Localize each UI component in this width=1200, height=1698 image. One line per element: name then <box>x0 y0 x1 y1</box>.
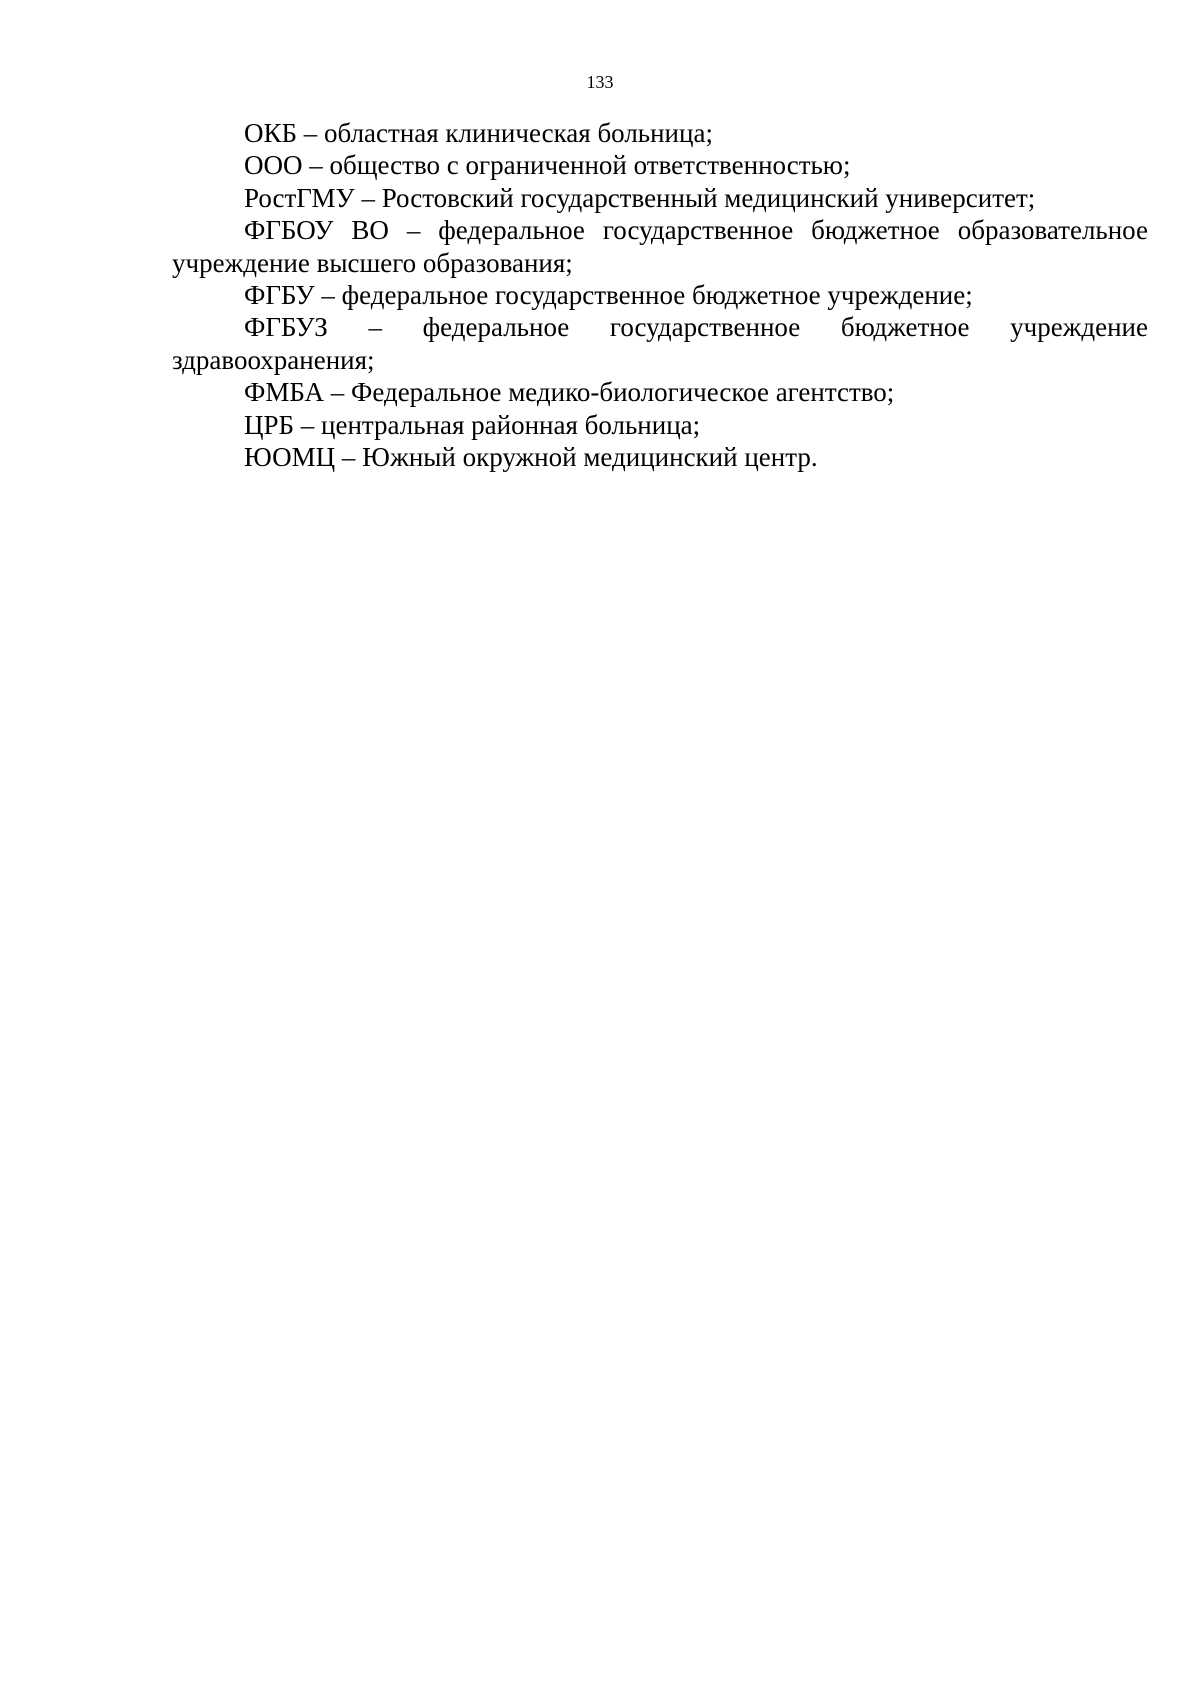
abbreviation-item <box>172 279 1148 311</box>
abbreviation-item <box>172 311 1148 376</box>
abbreviation-separator: – <box>327 312 423 343</box>
abbreviation-definition: федеральное государственное бюджетное образовательное учреждение высшего образования; <box>172 215 1148 278</box>
abbreviation-item <box>172 409 1148 441</box>
abbreviation-separator: – <box>297 118 325 148</box>
abbreviation-definition: общество с ограниченной ответственностью; <box>329 150 851 181</box>
abbreviation-definition: областная клиническая больница; <box>324 118 713 148</box>
abbreviation-term: ФГБУЗ <box>244 312 328 343</box>
abbreviation-term: РостГМУ <box>244 182 355 213</box>
abbreviation-separator: – <box>294 409 322 440</box>
abbreviation-term: ЦРБ <box>244 409 295 440</box>
abbreviation-term: ООО <box>244 150 303 181</box>
abbreviation-term: ЮОМЦ <box>244 442 336 473</box>
abbreviation-separator: – <box>335 442 363 473</box>
abbreviation-item <box>172 214 1148 279</box>
abbreviation-definition: федеральное государственное бюджетное учреждение здравоохранения; <box>172 312 1148 375</box>
abbreviation-item <box>172 182 1148 214</box>
abbreviation-item <box>172 149 1148 181</box>
abbreviation-list <box>172 117 1148 473</box>
abbreviation-definition: Федеральное медико-биологическое агентство; <box>351 377 895 408</box>
abbreviation-term: ФГБОУ ВО <box>244 215 389 246</box>
abbreviation-item <box>172 117 1148 149</box>
abbreviation-separator: – <box>324 377 351 408</box>
abbreviation-definition: центральная районная больница; <box>321 409 701 440</box>
abbreviation-term: ОКБ <box>244 118 298 148</box>
abbreviation-definition: Ростовский государственный медицинский университет; <box>381 182 1036 213</box>
abbreviation-separator: – <box>354 182 382 213</box>
abbreviation-separator: – <box>388 215 439 246</box>
abbreviation-separator: – <box>302 150 330 181</box>
abbreviation-term: ФГБУ <box>244 280 315 311</box>
abbreviation-item <box>172 376 1148 408</box>
abbreviation-separator: – <box>314 280 342 311</box>
abbreviation-definition: федеральное государственное бюджетное учреждение; <box>341 280 973 311</box>
abbreviation-term: ФМБА <box>244 377 324 408</box>
abbreviation-definition: Южный окружной медицинский центр. <box>362 442 818 473</box>
abbreviation-item <box>172 441 1148 473</box>
page-number: 133 <box>586 72 614 92</box>
